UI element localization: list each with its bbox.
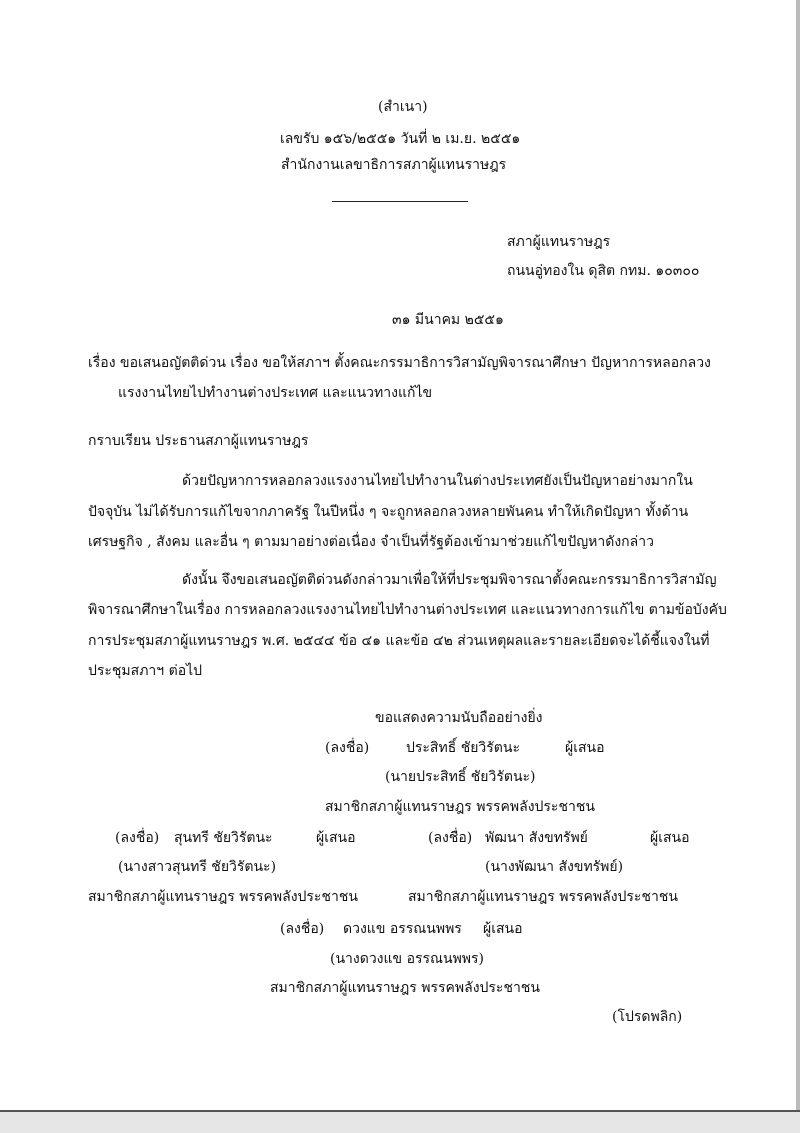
sign-prefix: (ลงชื่อ) xyxy=(280,921,325,937)
sign-prefix: (ลงชื่อ) xyxy=(325,740,370,756)
sign-prefix: (ลงชื่อ) xyxy=(115,830,160,846)
sender-name: สภาผู้แทนราษฎร xyxy=(507,234,611,250)
proposer-role: ผู้เสนอ xyxy=(483,921,523,937)
office-name: สำนักงานเลขาธิการสภาผู้แทนราษฎร xyxy=(281,157,507,173)
signatory-name-bottom: ดวงแข อรรณนพพร xyxy=(343,921,462,937)
closing: ขอแสดงความนับถืออย่างยิ่ง xyxy=(375,710,543,726)
signatory-affiliation-left: สมาชิกสภาผู้แทนราษฎร พรรคพลังประชาชน xyxy=(88,889,358,905)
sender-address: ถนนอู่ทองใน ดุสิต กทม. ๑๐๓๐๐ xyxy=(507,263,700,279)
signatory-title-main: (นายประสิทธิ์ ชัยวิรัตนะ) xyxy=(385,769,536,785)
body-line: ปัจจุบัน ไม่ได้รับการแก้ไขจากภาครัฐ ในปีหนึ่ง ๆ จะถูกหลอกลวงหลายพันคน ทำให้เกิดปัญหา ทั้งด้าน xyxy=(88,504,689,520)
subject-line-1: เรื่อง ขอเสนอญัตติด่วน เรื่อง ขอให้สภาฯ ตั้งคณะกรรมาธิการวิสามัญพิจารณาศึกษา ปัญหาการหลอกลวง xyxy=(88,355,711,371)
please-turn-over: (โปรดพลิก) xyxy=(612,1009,683,1025)
body-line: เศรษฐกิจ , สังคม และอื่น ๆ ตามมาอย่างต่อเนื่อง จำเป็นที่รัฐต้องเข้ามาช่วยแก้ไขปัญหาดังกล่าว xyxy=(88,534,654,550)
receipt-line: เลขรับ ๑๕๖/๒๕๕๑ วันที่ ๒ เม.ย. ๒๕๕๑ xyxy=(280,131,521,147)
proposer-role: ผู้เสนอ xyxy=(565,740,605,756)
signatory-title-bottom: (นางดวงแข อรรณนพพร) xyxy=(330,951,485,967)
copy-mark: (สำเนา) xyxy=(378,99,428,115)
body-line: พิจารณาศึกษาในเรื่อง การหลอกลวงแรงงานไทยไปทำงานต่างประเทศ และแนวทางการแก้ไข ตามข้อบังคับ xyxy=(88,602,727,618)
signatory-affiliation-main: สมาชิกสภาผู้แทนราษฎร พรรคพลังประชาชน xyxy=(325,799,595,815)
signatory-affiliation-bottom: สมาชิกสภาผู้แทนราษฎร พรรคพลังประชาชน xyxy=(270,980,540,996)
signatory-affiliation-right: สมาชิกสภาผู้แทนราษฎร พรรคพลังประชาชน xyxy=(408,889,678,905)
subject-line-2: แรงงานไทยไปทำงานต่างประเทศ และแนวทางแก้ไข xyxy=(118,385,433,401)
body-line: ดังนั้น จึงขอเสนอญัตติด่วนดังกล่าวมาเพื่อให้ที่ประชุมพิจารณาตั้งคณะกรรมาธิการวิสามัญ xyxy=(182,572,717,588)
header-divider xyxy=(332,201,468,202)
signatory-name-left: สุนทรี ชัยวิรัตนะ xyxy=(174,830,273,846)
sign-prefix: (ลงชื่อ) xyxy=(428,830,473,846)
letter-date: ๓๑ มีนาคม ๒๕๕๑ xyxy=(392,312,504,328)
signatory-title-left: (นางสาวสุนทรี ชัยวิรัตนะ) xyxy=(118,859,277,875)
salutation: กราบเรียน ประธานสภาผู้แทนราษฎร xyxy=(88,433,309,449)
body-line: ด้วยปัญหาการหลอกลวงแรงงานไทยไปทำงานในต่างประเทศยังเป็นปัญหาอย่างมากใน xyxy=(182,473,693,489)
body-line: ประชุมสภาฯ ต่อไป xyxy=(88,663,203,679)
signatory-name-main: ประสิทธิ์ ชัยวิรัตนะ xyxy=(406,740,520,756)
body-line: การประชุมสภาผู้แทนราษฎร พ.ศ. ๒๕๔๔ ข้อ ๔๑ และข้อ ๔๒ ส่วนเหตุผลและรายละเอียดจะได้ชี้แจงในที่ xyxy=(88,633,710,649)
proposer-role: ผู้เสนอ xyxy=(650,830,690,846)
signatory-title-right: (นางพัฒนา สังขทรัพย์) xyxy=(485,859,624,875)
proposer-role: ผู้เสนอ xyxy=(316,830,356,846)
signatory-name-right: พัฒนา สังขทรัพย์ xyxy=(485,830,588,846)
scan-edge-right xyxy=(796,0,800,1131)
scan-edge-bottom xyxy=(0,1110,800,1133)
